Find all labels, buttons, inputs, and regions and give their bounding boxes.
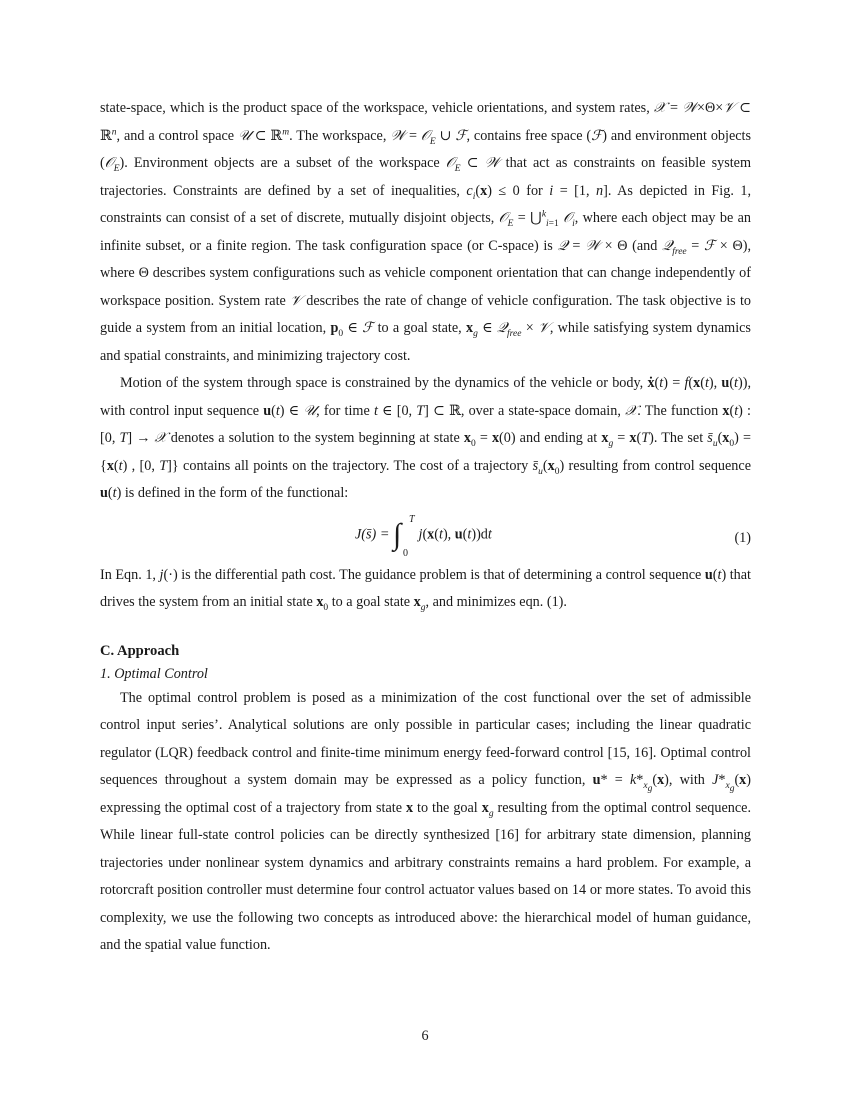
equation-integrand: j(x(t), u(t))dt <box>418 525 492 542</box>
equation-1 <box>100 510 751 560</box>
subsection-heading: 1. Optimal Control <box>100 665 208 682</box>
equation-body <box>355 513 492 559</box>
equation-number: (1) <box>734 529 751 546</box>
paragraph-guidance-problem: In Eqn. 1, j(·) is the differential path cost. The guidance problem is that of determining a control sequence u(t) that drives the system from an initial state $x_0$ to a goal state $x_g$, and minimizes eqn. (1). <box>100 566 751 613</box>
paragraph-motion-dynamics: Motion of the system through space is constrained by the dynamics of the vehicle or body, ẋ(t) = f(x(t), u(t)), with control input sequence u(t) ∈ 𝒰, for time t ∈ [0, T] ⊂ ℝ, over a state-space domain, 𝒳. The function x(t) : [0, T] → 𝒳 denotes a solution to the system beginning at state $x_0 = x(0)$ and ending at $x_g = x(T)$. The set $s̄_u(x_0) = \{x(t)$ , [0, T]} contains all points on the trajectory. The cost of a trajectory $s̄_u(x_0)$ resulting from control sequence u(t) is defined in the form of the functional: <box>100 375 751 501</box>
paragraph-state-space: state-space, which is the product space of the workspace, vehicle orientations, and system rates, 𝒳 = 𝒲×Θ×𝒱 ⊂ ℝ$^n$, and a control space 𝒰 ⊂ ℝ$^m$. The workspace, 𝒲 = 𝒪$_E$ ∪ ℱ, contains free space (ℱ) and environment objects (𝒪$_E$). Environment objects are a subset of the workspace 𝒪$_E$ ⊂ 𝒲 that act as constraints on feasible system trajectories. Constraints are defined by a set of inequalities, $c_i(x) \le 0$ for i = [1, n]. As depicted in Fig. 1, constraints can consist of a set of discrete, mutually disjoint objects, 𝒪$_E$ = ⋃$^k_{i=1}$ 𝒪$_i$, where each object may be an infinite subset, or a finite region. The task configuration space (or C-space) is 𝒬 = 𝒲 × Θ (and 𝒬$_{free}$ = ℱ × Θ), where Θ describes system configurations such as vehicle component orientation that can change independently of workspace position. System rate 𝒱 describes the rate of change of vehicle configuration. The task objective is to guide a system from an initial location, $p_0$ ∈ ℱ to a goal state, $x_g$ ∈ 𝒬$_{free}$ × 𝒱, while satisfying system dynamics and spatial constraints, and minimizing trajectory cost. <box>100 100 752 364</box>
integral-sign: ∫ T 0 <box>392 513 415 559</box>
integral-lower-limit: 0 <box>402 547 408 559</box>
paragraph-optimal-control: The optimal control problem is posed as a minimization of the cost functional over the set of admissible control input series’. Analytical solutions are only possible in particular cases; including the linear quadratic regulator (LQR) feedback control and finite-time minimum energy feed-forward control [15, 16]. Optimal control sequences throughout a system domain may be expressed as a policy function, $u* = k*_{x_g}(x)$, with $J*_{x_g}(x)$ expressing the optimal cost of a trajectory from state x to the goal $x_g$ resulting from the optimal control sequence. While linear full-state control policies can be directly synthesized [16] for arbitrary state dimension, planning trajectories under nonlinear system dynamics and arbitrary constraints remains a hard problem. For example, a rotorcraft position controller must determine four control actuator values based on 14 or more states. To avoid this complexity, we use the following two concepts as introduced above: the hierarchical model of human guidance, and the spatial value function. <box>100 689 751 953</box>
integral-upper-limit: T <box>408 513 415 525</box>
equation-lhs: J(s̄) = <box>355 525 390 542</box>
section-heading: C. Approach <box>100 642 180 659</box>
page-body <box>100 95 751 960</box>
page-number: 6 <box>421 1028 429 1044</box>
